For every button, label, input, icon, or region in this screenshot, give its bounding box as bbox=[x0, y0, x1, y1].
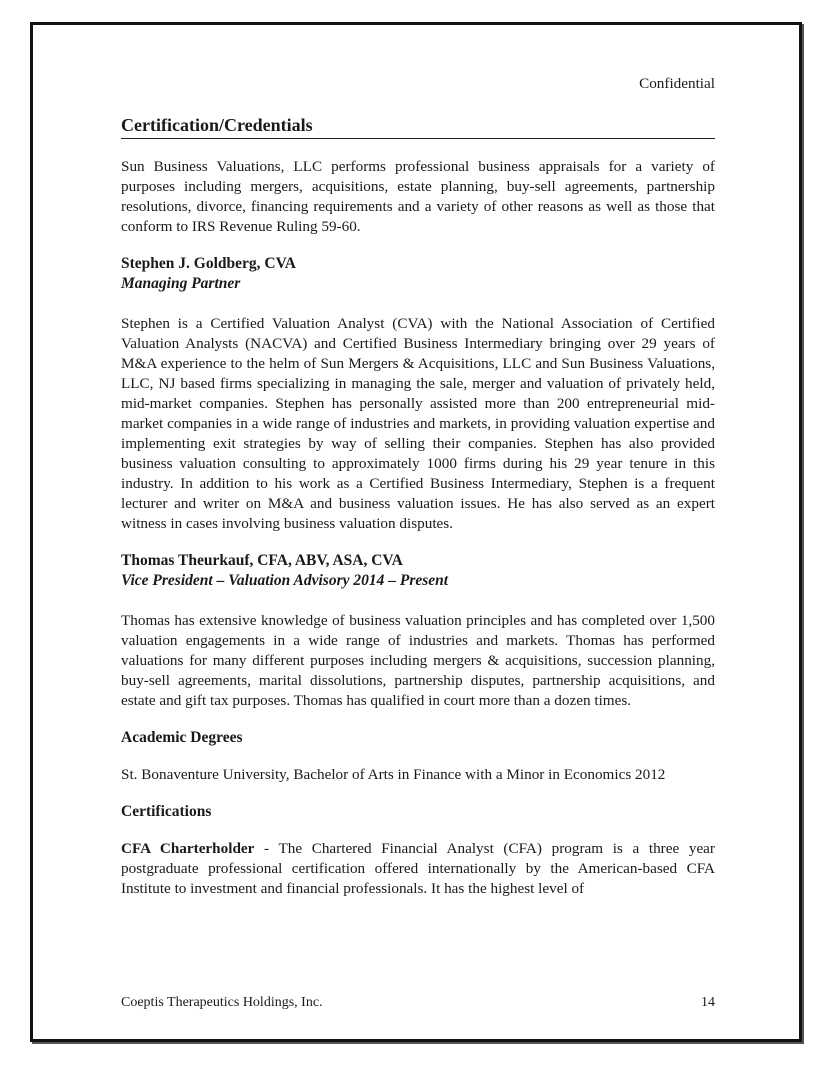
certifications-heading: Certifications bbox=[121, 803, 212, 820]
intro-paragraph: Sun Business Valuations, LLC performs professional business appraisals for a variety of purposes including mergers, acquisitions, estate planning, buy-sell agreements, partnership resolutions, divorce, financing requirements and a variety of other reasons as well as those that conform to IRS Revenue Ruling 59-60. bbox=[121, 158, 715, 235]
person-title: Managing Partner bbox=[121, 275, 241, 292]
person-bio: Stephen is a Certified Valuation Analyst (CVA) with the National Association of Certified Valuation Analysts (NACVA) and Certified Business Intermediary bringing over 29 years of M&A experience to the helm of Sun Mergers & Acquisitions, LLC and Sun Business Valuations, LLC, NJ based firms specializing in managing the sale, merger and valuation of privately held, mid-market companies. Stephen has personally assisted more than 200 entrepreneurial mid-market companies in a wide range of industries and markets, in providing valuation expertise and implementing exit strategies by way of selling their companies. Stephen has also provided business valuation consulting to approximately 1000 firms during his 29 year tenure in this industry. In addition to his work as a Certified Business Intermediary, Stephen is a frequent lecturer and writer on M&A and business valuation issues. He has also served as an expert witness in cases involving business valuation disputes. bbox=[121, 315, 715, 532]
confidential-label: Confidential bbox=[639, 75, 715, 92]
person-title: Vice President – Valuation Advisory 2014 – Present bbox=[121, 572, 449, 589]
certification-lead: CFA Charterholder bbox=[121, 840, 255, 857]
section-title: Certification/Credentials bbox=[121, 114, 715, 139]
certification-text: - The Chartered Financial Analyst (CFA) program is a three year postgraduate professional certification offered internationally by the American-based CFA Institute to investment and financial professionals. It has the highest level of bbox=[121, 840, 715, 897]
page-footer bbox=[121, 995, 715, 1011]
person-name: Thomas Theurkauf, CFA, ABV, ASA, CVA bbox=[121, 552, 403, 569]
person-bio: Thomas has extensive knowledge of business valuation principles and has completed over 1,500 valuation engagements in a wide range of industries and markets. Thomas has performed valuations for many different purposes including mergers & acquisitions, succession planning, buy-sell agreements, marital dissolutions, partnership disputes, partnership acquisitions, and estate and gift tax purposes. Thomas has qualified in court more than a dozen times. bbox=[121, 612, 715, 709]
certification-paragraph bbox=[121, 839, 715, 899]
academic-degree-text: St. Bonaventure University, Bachelor of Arts in Finance with a Minor in Economics 2012 bbox=[121, 766, 666, 783]
academic-degrees-heading: Academic Degrees bbox=[121, 729, 243, 746]
page-number: 14 bbox=[701, 995, 715, 1010]
document-page bbox=[121, 74, 715, 899]
footer-company: Coeptis Therapeutics Holdings, Inc. bbox=[121, 995, 323, 1010]
person-name: Stephen J. Goldberg, CVA bbox=[121, 255, 296, 272]
